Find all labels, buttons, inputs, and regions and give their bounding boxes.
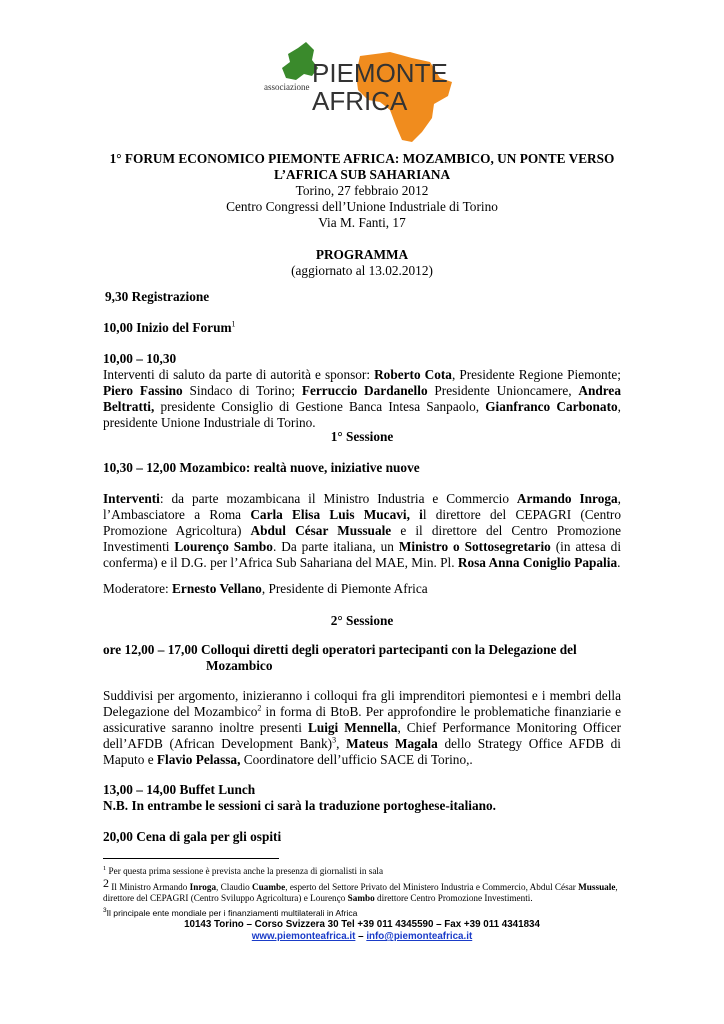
speaker-name: Lourenço Sambo <box>174 539 273 554</box>
moderator-label: Moderatore: <box>103 581 173 596</box>
footnote-name: Inroga <box>189 882 217 892</box>
interventi-label: Interventi <box>103 491 160 506</box>
footnote-name: Mussuale <box>578 882 616 892</box>
logo-word-associazione: associazione <box>264 82 310 92</box>
footer-address: 10143 Torino – Corso Svizzera 30 Tel +39 011 4345590 – Fax +39 011 4341834 <box>184 919 540 930</box>
session-2-label: 2° Sessione <box>330 613 394 628</box>
speaker-name: Piero Fassino <box>103 383 183 398</box>
interventi-text: l direttore del CEPAGRI (Centro Promozione Agricoltura) <box>103 507 621 538</box>
event-date: Torino, 27 febbraio 2012 <box>295 183 429 198</box>
greetings-text-2: , Presidente Regione Piemonte; <box>451 367 621 382</box>
session-2-text: , <box>336 736 347 751</box>
footnote-name: Sambo <box>347 893 375 903</box>
footnote-ref-2: 2 <box>257 703 262 713</box>
footnote-number: 1 <box>103 864 107 872</box>
website-link[interactable]: www.piemonteafrica.it <box>251 931 356 942</box>
interventi-text: , l’Ambasciatore a Roma <box>103 491 621 522</box>
email-link[interactable]: info@piemonteafrica.it <box>366 931 473 942</box>
session-1-label: 1° Sessione <box>330 429 394 444</box>
speaker-name: Luigi Mennella <box>307 720 398 735</box>
interventi-text: (in attesa di conferma) e il D.G. per l’Africa Sub Sahariana del MAE, Min. Pl. <box>103 539 622 570</box>
greetings-text-4: Presidente Unioncamere, <box>427 383 579 398</box>
speaker-name: Ministro o Sottosegretario <box>398 539 551 554</box>
moderator-line <box>103 581 621 597</box>
footnote-text: direttore Centro Promozione Investimenti. <box>374 893 533 903</box>
greetings-time: 10,00 – 10,30 <box>103 351 177 366</box>
speaker-name: Roberto Cota <box>374 367 452 382</box>
session-2-text: , Chief Performance Monitoring Officer dell’AFDB (African Development Bank) <box>103 720 621 751</box>
speaker-name: Rosa Anna Coniglio Papalia <box>457 555 618 570</box>
document-header <box>96 151 628 279</box>
programma-heading: PROGRAMMA <box>315 247 409 262</box>
moderator-role: , Presidente di Piemonte Africa <box>261 581 428 596</box>
footnote-text: Per questa prima sessione è prevista anche la presenza di giornalisti in sala <box>108 866 384 876</box>
speaker-name: Ferruccio Dardanello <box>301 383 428 398</box>
forum-start-text: 10,00 Inizio del Forum <box>103 320 232 335</box>
footnote-name: Cuambe <box>252 882 286 892</box>
session-2-title-line-1: ore 12,00 – 17,00 Colloqui diretti degli operatori partecipanti con la Delegazione del <box>103 642 577 657</box>
footnote-text: Il Ministro Armando <box>111 882 190 892</box>
footnote-3 <box>103 908 623 919</box>
moderator-name: Ernesto Vellano <box>172 581 262 596</box>
footnote-text: Il principale ente mondiale per i finanziamenti multilaterali in Africa <box>106 908 358 918</box>
session-2-text: Coordinatore dell’ufficio SACE di Torino,. <box>240 752 473 767</box>
session-2-paragraph <box>103 688 621 768</box>
footnote-2 <box>103 878 623 904</box>
session-2-text: dello Strategy Office AFDB di Maputo e <box>103 736 621 767</box>
greetings-text-1: Interventi di saluto da parte di autorità e sponsor: <box>103 367 375 382</box>
footnote-text: , Claudio <box>216 882 253 892</box>
footnote-ref-1: 1 <box>231 319 236 329</box>
event-address: Via M. Fanti, 17 <box>318 215 406 230</box>
interventi-text: e il direttore del Centro Promozione Investimenti <box>103 523 622 554</box>
interventi-text: . Da parte italiana, un <box>272 539 399 554</box>
speaker-name: Andrea Beltratti, <box>103 383 621 414</box>
speaker-name: Gianfranco Carbonato <box>485 399 618 414</box>
speaker-name: Carla Elisa Luis Mucavi, i <box>250 507 423 522</box>
logo-word-piemonte: PIEMONTE <box>312 58 448 88</box>
interventi-text: : da parte mozambicana il Ministro Industria e Commercio <box>159 491 517 506</box>
footnote-text: , esperto del Settore Privato del Ministero Industria e Commercio, Abdul César <box>285 882 579 892</box>
session-2-title <box>103 642 621 674</box>
lunch-item: 13,00 – 14,00 Buffet Lunch <box>103 782 256 797</box>
forum-title-line-2: L’AFRICA SUB SAHARIANA <box>273 167 451 182</box>
session-2-text: in forma di BtoB. Per approfondire le problematiche finanziarie e assicurative saranno inoltre presenti <box>103 704 622 735</box>
speaker-name: Flavio Pelassa, <box>156 752 241 767</box>
session-1-title: 10,30 – 12,00 Mozambico: realtà nuove, iniziative nuove <box>103 460 420 475</box>
greetings-text-3: Sindaco di Torino; <box>182 383 302 398</box>
speaker-name: Armando Inroga <box>516 491 618 506</box>
footer-separator: – <box>355 931 367 942</box>
dinner-item: 20,00 Cena di gala per gli ospiti <box>103 829 282 844</box>
footnote-number: 3 <box>103 907 107 915</box>
translation-note: N.B. In entrambe le sessioni ci sarà la traduzione portoghese-italiano. <box>103 798 496 813</box>
greetings-text-5: presidente Consiglio di Gestione Banca Intesa Sanpaolo, <box>154 399 486 414</box>
event-venue: Centro Congressi dell’Unione Industriale di Torino <box>226 199 498 214</box>
greetings-paragraph <box>103 367 621 431</box>
session-1-interventi <box>103 491 621 571</box>
forum-start-item <box>103 320 621 336</box>
logo-word-africa: AFRICA <box>312 86 408 116</box>
interventi-text: . <box>617 555 621 570</box>
forum-title-line-1: 1° FORUM ECONOMICO PIEMONTE AFRICA: MOZAMBICO, UN PONTE VERSO <box>109 151 615 166</box>
speaker-name: Mateus Magala <box>346 736 438 751</box>
session-2-title-line-2: Mozambico <box>206 658 273 673</box>
footnote-text: , direttore del CEPAGRI (Centro Sviluppo Agricoltura) e Lourenço <box>103 882 618 903</box>
footnote-ref-3: 3 <box>332 735 337 745</box>
registration-item: 9,30 Registrazione <box>105 289 210 304</box>
session-2-text: Suddivisi per argomento, inizieranno i colloqui fra gli imprenditori piemontesi e i membri della Delegazione del Mozambico <box>103 688 621 719</box>
greetings-text-6: , presidente Unione Industriale di Torino. <box>103 399 621 430</box>
footer-links <box>96 931 628 943</box>
footnote-separator <box>103 858 279 859</box>
piemonte-africa-logo <box>262 38 462 146</box>
footnote-number: 2 <box>103 876 109 890</box>
programma-updated: (aggiornato al 13.02.2012) <box>291 263 433 278</box>
speaker-name: Abdul César Mussuale <box>250 523 392 538</box>
footnote-1 <box>103 866 623 877</box>
